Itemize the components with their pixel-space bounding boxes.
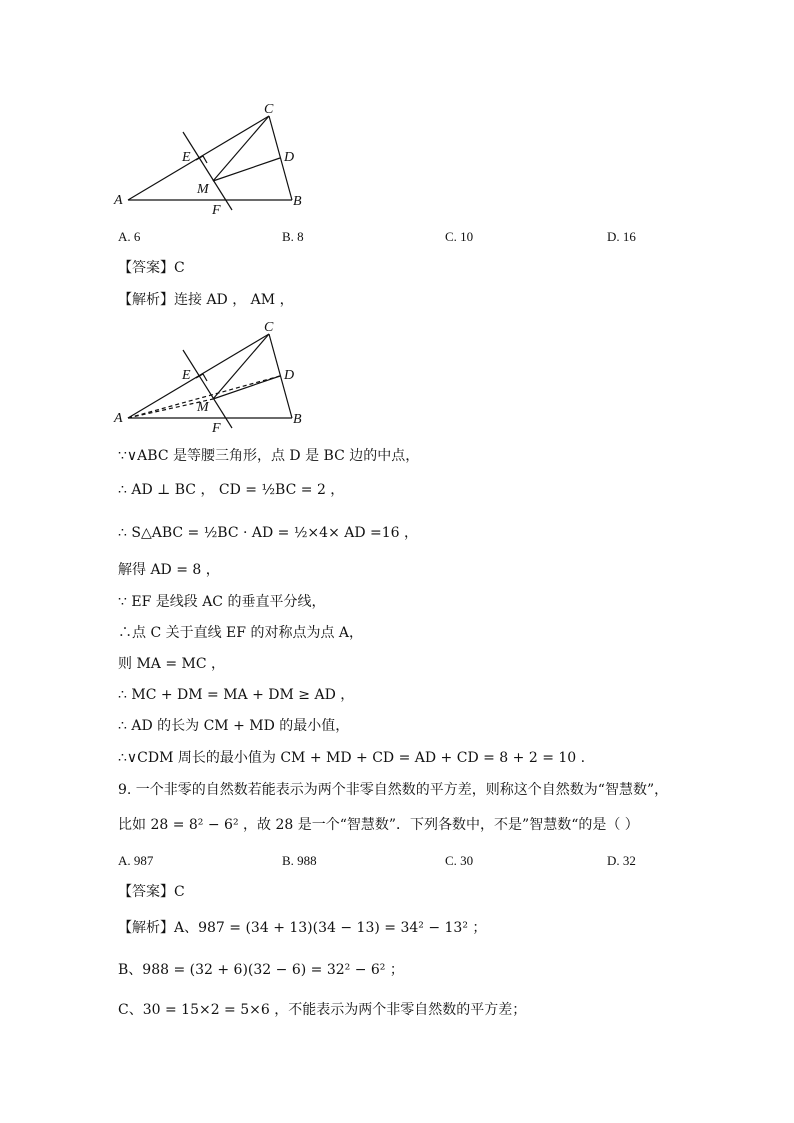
q8-step-2: ∴ AD ⊥ BC ， CD = ½BC = 2 ， [118, 482, 345, 498]
q8-option-a: A. 6 [118, 229, 141, 244]
q8-step-4: 解得 AD = 8 ， [118, 562, 220, 578]
q8-option-b: B. 8 [282, 229, 304, 244]
q9-stem-line-2: 比如 28 = 8² − 6² ，故 28 是一个“智慧数”．下列各数中，不是”智慧数“的是（ ） [118, 817, 639, 833]
q8-step-10: ∴∨CDM 周长的最小值为 CM + MD + CD = AD + CD = 8 + 2 = 10 . [118, 750, 586, 766]
q8-step-1: ∵∨ABC 是等腰三角形，点 D 是 BC 边的中点， [118, 448, 420, 464]
q9-option-b: B. 988 [282, 853, 317, 868]
triangle-figure-1 [110, 98, 320, 218]
q9-stem-line-1: 9. 一个非零的自然数若能表示为两个非零自然数的平方差，则称这个自然数为“智慧数”， [118, 782, 669, 798]
label-B: B [293, 194, 302, 209]
label-E: E [182, 368, 191, 383]
q9-analysis-a: 【解析】A、987 = (34 + 13)(34 − 13) = 34² − 13² ； [118, 920, 487, 936]
label-D: D [284, 368, 295, 383]
label-M: M [197, 182, 209, 197]
label-A: A [114, 193, 123, 208]
q9-option-c: C. 30 [445, 853, 474, 868]
label-E: E [182, 150, 191, 165]
label-C: C [264, 320, 274, 335]
q9-analysis-b: B、988 = (32 + 6)(32 − 6) = 32² − 6² ； [118, 962, 404, 978]
label-F: F [212, 421, 221, 436]
label-F: F [212, 203, 221, 218]
q8-option-d: D. 16 [607, 229, 636, 244]
q8-step-9: ∴ AD 的长为 CM + MD 的最小值， [118, 718, 350, 734]
q8-step-6: ∴点 C 关于直线 EF 的对称点为点 A， [118, 625, 364, 641]
q9-analysis-c: C、30 = 15×2 = 5×6 ，不能表示为两个非零自然数的平方差； [118, 1002, 527, 1018]
q9-option-a: A. 987 [118, 853, 154, 868]
q8-step-8: ∴ MC + DM = MA + DM ≥ AD ， [118, 687, 355, 703]
q8-option-c: C. 10 [445, 229, 474, 244]
q9-option-d: D. 32 [607, 853, 636, 868]
q8-analysis-intro: 【解析】连接 AD ， AM ， [118, 292, 294, 308]
q9-answer: 【答案】C [118, 884, 185, 900]
label-M: M [197, 400, 209, 415]
q8-step-5: ∵ EF 是线段 AC 的垂直平分线， [118, 594, 326, 610]
label-D: D [284, 150, 295, 165]
q8-step-7: 则 MA = MC ， [118, 656, 226, 672]
triangle-figure-2 [110, 316, 320, 436]
label-C: C [264, 102, 274, 117]
label-B: B [293, 412, 302, 427]
q8-answer: 【答案】C [118, 260, 185, 276]
q8-step-3: ∴ S△ABC = ½BC · AD = ½×4× AD =16 ， [118, 525, 419, 541]
label-A: A [114, 411, 123, 426]
